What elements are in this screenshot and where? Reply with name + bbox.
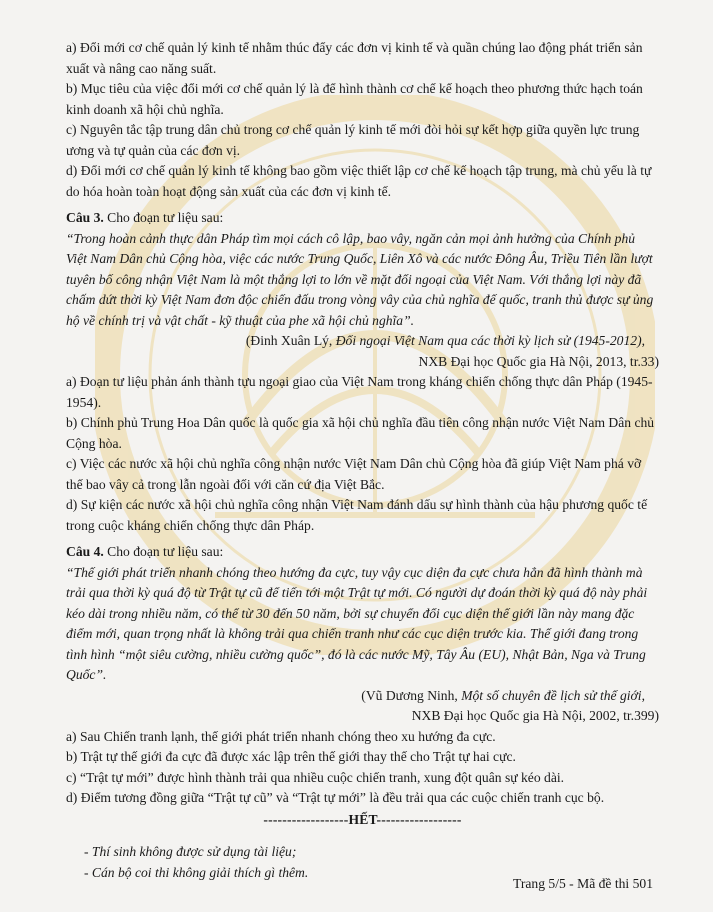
q4-option-d: d) Điểm tương đồng giữa “Trật tự cũ” và “Trật tự mới” là đều trải qua các cuộc chiến tranh cục bộ. — [66, 790, 605, 805]
question-3-source-publisher: NXB Đại học Quốc gia Hà Nội, 2013, tr.33) — [418, 353, 659, 369]
note-no-explanation: - Cán bộ coi thi không giải thích gì thêm. — [84, 864, 309, 880]
question-4-source — [66, 686, 659, 707]
question-3-source-author: (Đinh Xuân Lý, — [245, 333, 336, 348]
question-3-source-end: , — [641, 333, 645, 348]
question-3-intro: Cho đoạn tư liệu sau: — [103, 210, 224, 225]
question-4-heading — [66, 542, 659, 563]
question-4-source-end: , — [641, 687, 645, 703]
q3-option-b: b) Chính phủ Trung Hoa Dân quốc là quốc gia xã hội chủ nghĩa đầu tiên công nhận nước Việt Nam Dân chủ Cộng hòa. — [66, 415, 655, 451]
exam-content — [66, 38, 659, 883]
q2-option-a: a) Đổi mới cơ chế quản lý kinh tế nhằm thúc đẩy các đơn vị kinh tế và quần chúng lao động phát triển sản xuất và nâng cao năng suất. — [66, 40, 643, 76]
question-3-label: Câu 3. — [66, 210, 104, 225]
note-no-materials: - Thí sinh không được sử dụng tài liệu; — [84, 844, 297, 859]
q4-option-b: b) Trật tự thế giới đa cực đã được xác lập trên thế giới thay thế cho Trật tự hai cực. — [66, 749, 516, 764]
q3-option-c: c) Việc các nước xã hội chủ nghĩa công nhận nước Việt Nam Dân chủ Cộng hòa đã giúp Việt Nam phá vỡ thế bao vây cả trong lẫn ngoài đối với căn cứ địa Việt Bắc. — [66, 456, 642, 492]
q2-option-b: b) Mục tiêu của việc đổi mới cơ chế quản lý là để hình thành cơ chế kế hoạch theo phương thức hạch toán kinh doanh xã hội chủ nghĩa. — [66, 81, 643, 117]
question-4-quote: “Thế giới phát triển nhanh chóng theo hướng đa cực, tuy vậy cục diện đa cực chưa hẳn đã hình thành mà trải qua thời kỳ quá độ từ Trật tự cũ để tiến tới một Trật tự mới. Có người dự đoán thời kỳ quá độ này phải kéo dài trong nhiều năm, có thể từ 30 đến 50 năm, bởi sự chuyển đổi cục diện thế giới lần này mang đặc điểm mới, quan trọng nhất là không trải qua chiến tranh như các cục diện trước kia. Thế giới đang trong tình hình “một siêu cường, nhiều cường quốc”, đó là các nước Mỹ, Tây Âu (EU), Nhật Bản, Nga và Trung Quốc”. — [66, 564, 648, 682]
question-4-source-author: (Vũ Dương Ninh, — [361, 687, 462, 703]
question-4-source-publisher: NXB Đại học Quốc gia Hà Nội, 2002, tr.399) — [411, 708, 659, 723]
page-footer: Trang 5/5 - Mã đề thi 501 — [513, 876, 653, 891]
question-3-source-title: Đối ngoại Việt Nam qua các thời kỳ lịch sử (1945-2012) — [335, 333, 642, 348]
question-4-intro: Cho đoạn tư liệu sau: — [103, 544, 224, 559]
q2-option-c: c) Nguyên tắc tập trung dân chủ trong cơ chế quản lý kinh tế mới đòi hỏi sự kết hợp giữa quyền lực trung ương và tự quản của các đơn vị. — [66, 122, 640, 158]
q2-option-d: d) Đổi mới cơ chế quản lý kinh tế không bao gồm việc thiết lập cơ chế kế hoạch tập trung, mà chủ yếu là tự do hóa hoàn toàn hoạt động sản xuất của các đơn vị kinh tế. — [66, 163, 652, 199]
question-3-quote: “Trong hoàn cảnh thực dân Pháp tìm mọi cách cô lập, bao vây, ngăn cản mọi ảnh hưởng của Chính phủ Việt Nam Dân chủ Cộng hòa, việc các nước Trung Quốc, Liên Xô và các nước Đông Âu, Triều Tiên lần lượt tuyên bố công nhận Việt Nam là một thắng lợi to lớn về mặt đối ngoại của Việt Nam. Với thắng lợi này đã chấm dứt thời kỳ Việt Nam đơn độc chiến đấu trong vòng vây của chủ nghĩa đế quốc, tranh thủ được sự ủng hộ về chính trị và vật chất - kỹ thuật của phe xã hội chủ nghĩa”. — [66, 230, 654, 328]
q3-option-a: a) Đoạn tư liệu phản ánh thành tựu ngoại giao của Việt Nam trong kháng chiến chống thực dân Pháp (1945-1954). — [66, 374, 653, 410]
question-4-source-title: Một số chuyên đề lịch sử thế giới — [461, 687, 642, 703]
question-4-label: Câu 4. — [66, 544, 104, 559]
q4-option-a: a) Sau Chiến tranh lạnh, thế giới phát triển nhanh chóng theo xu hướng đa cực. — [66, 728, 496, 744]
question-3-heading — [66, 208, 659, 229]
q3-option-d: d) Sự kiện các nước xã hội chủ nghĩa công nhận Việt Nam đánh dấu sự hình thành của hậu phương quốc tế trong cuộc kháng chiến chống thực dân Pháp. — [66, 497, 648, 533]
question-3-source — [66, 331, 659, 352]
end-marker: ------------------HẾT------------------ — [263, 811, 462, 827]
q4-option-c: c) “Trật tự mới” được hình thành trải qua nhiều cuộc chiến tranh, xung đột quân sự kéo dài. — [66, 769, 565, 785]
